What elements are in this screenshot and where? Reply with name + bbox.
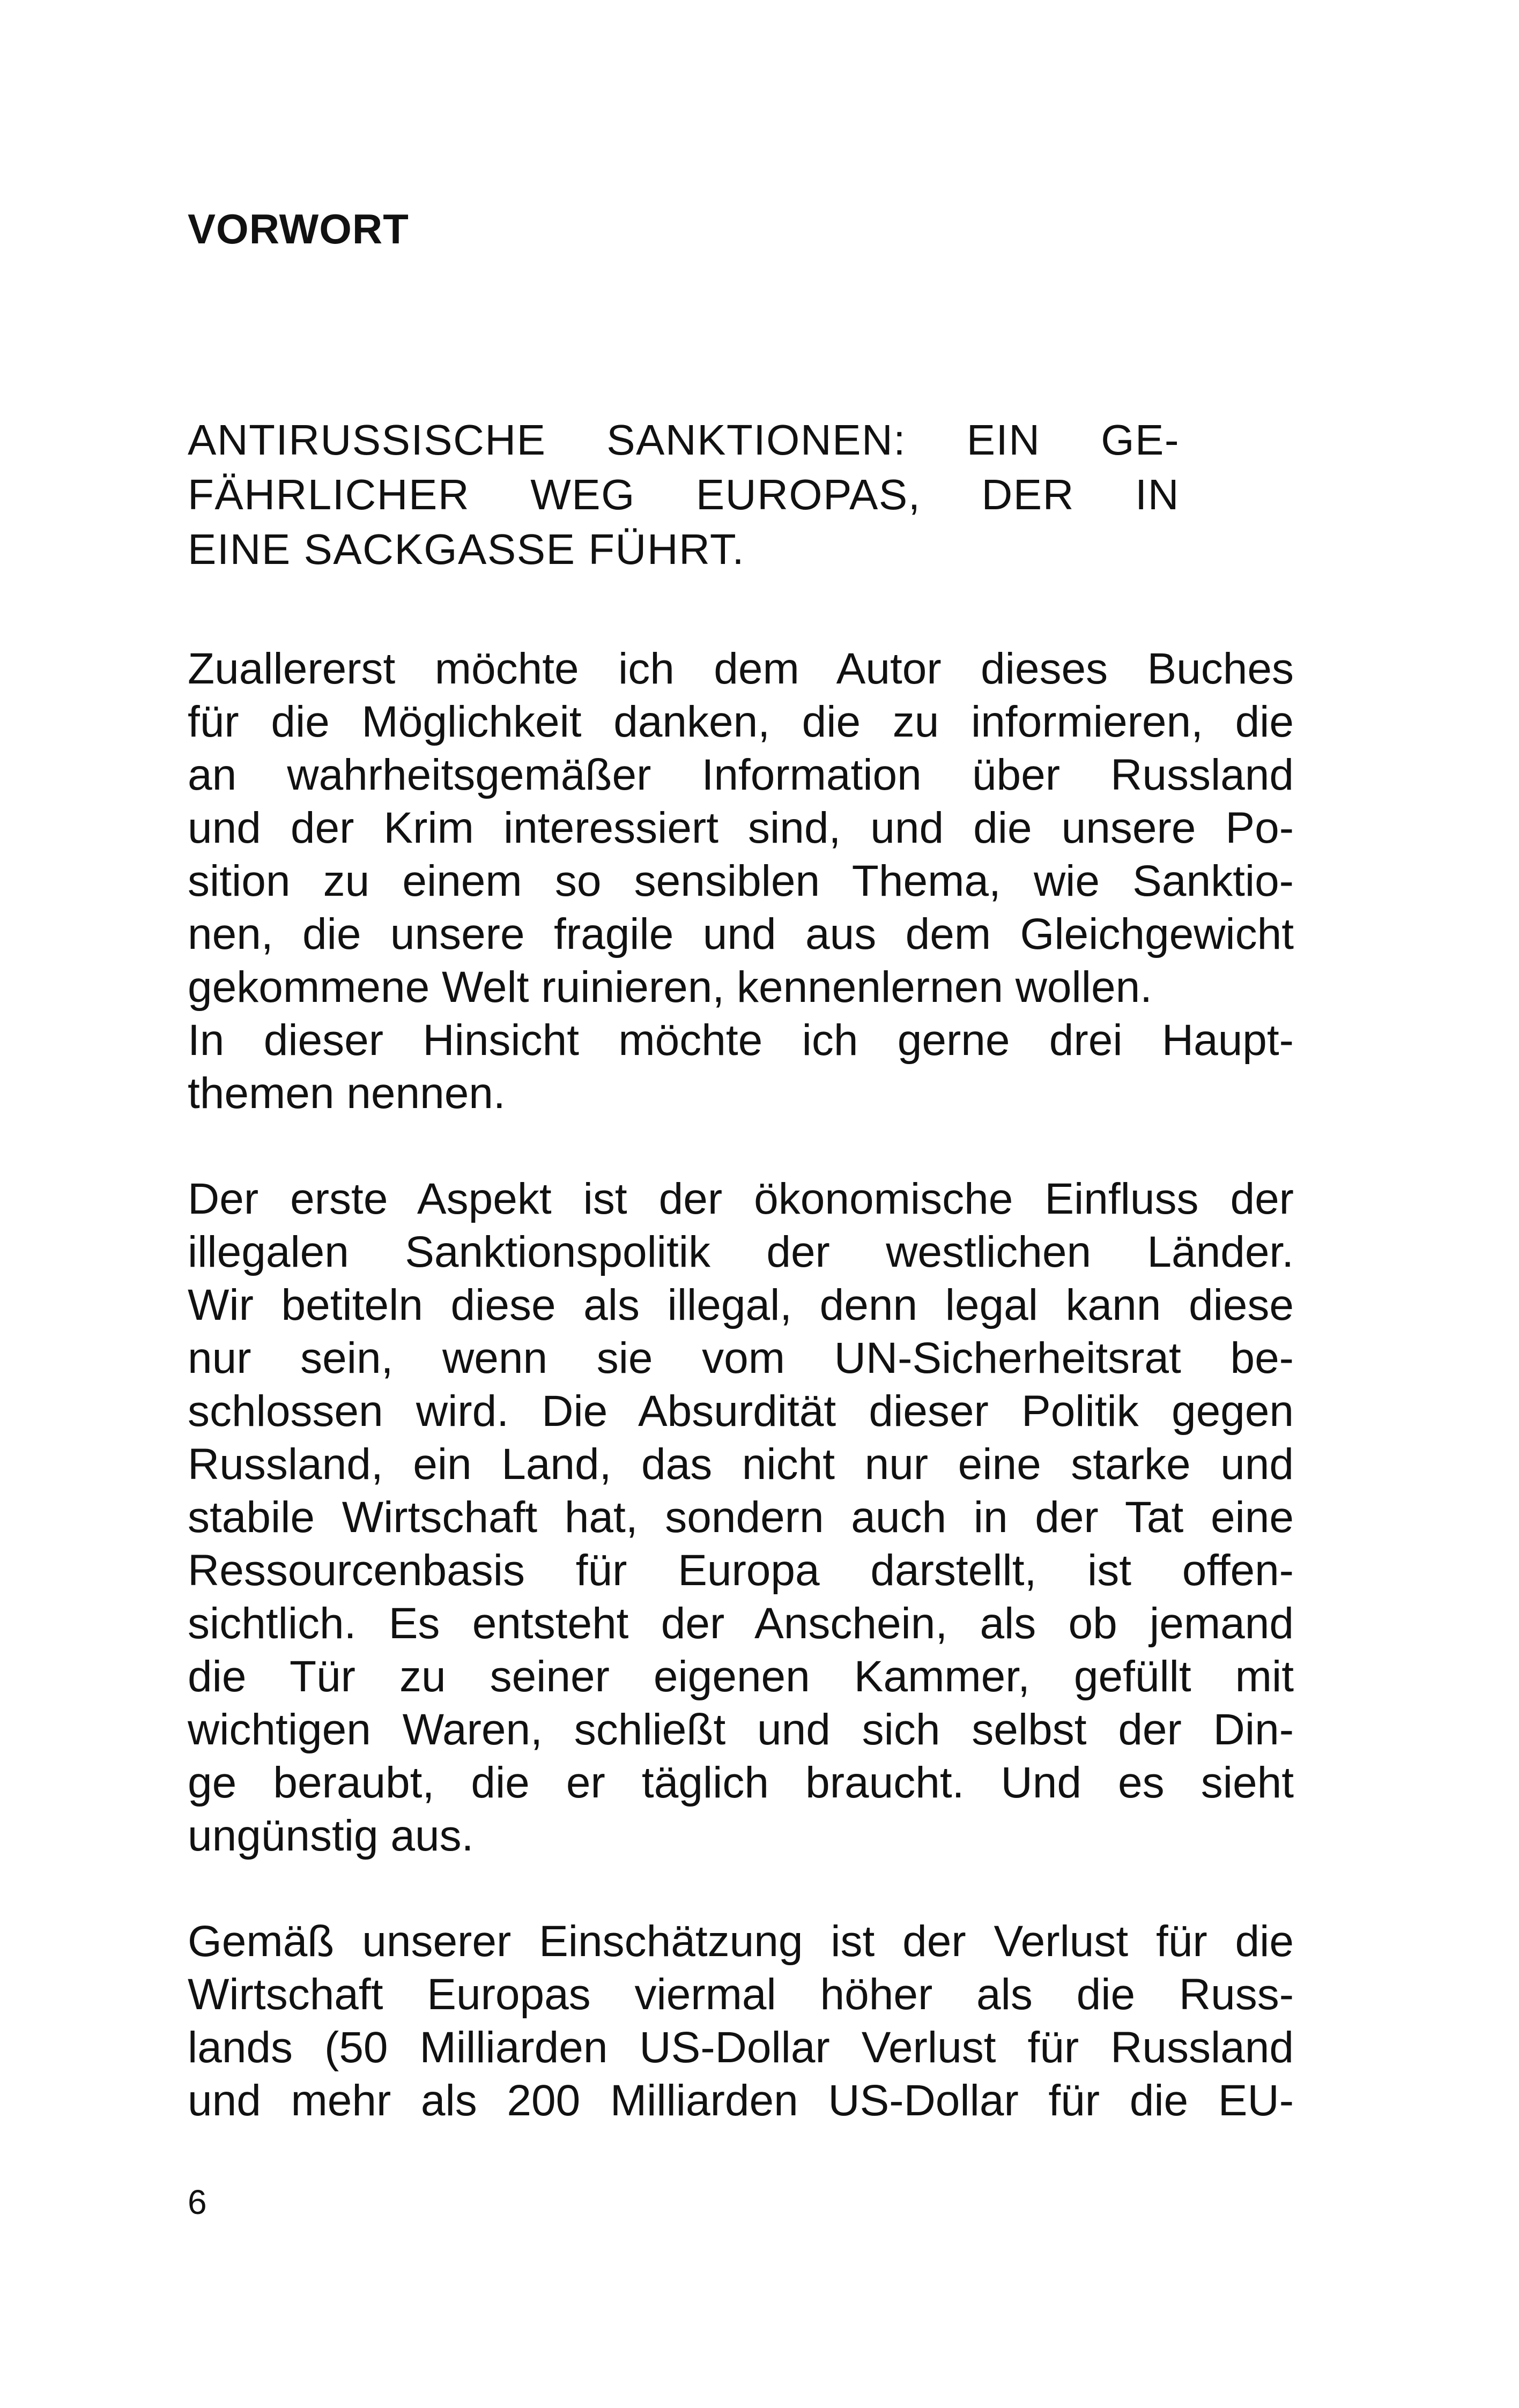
text-line: themen nennen.	[188, 1069, 506, 1118]
section-title-line: ANTIRUSSISCHE SANKTIONEN: EIN GE-	[188, 416, 1180, 464]
section-title-line: FÄHRLICHER WEG EUROPAS, DER IN	[188, 471, 1180, 518]
text-line: Wirtschaft Europas viermal höher als die Russ-	[188, 1970, 1294, 2019]
text-line: nur sein, wenn sie vom UN-Sicherheitsrat be-	[188, 1334, 1294, 1383]
paragraph-economic-aspect	[188, 1172, 1294, 1862]
text-line: nen, die unsere fragile und aus dem Gleichgewicht	[188, 910, 1294, 958]
page-number: 6	[188, 2183, 207, 2221]
text-line: Russland, ein Land, das nicht nur eine starke und	[188, 1440, 1294, 1489]
text-line: In dieser Hinsicht möchte ich gerne drei Haupt-	[188, 1016, 1294, 1065]
text-line: lands (50 Milliarden US-Dollar Verlust für Russland	[188, 2023, 1294, 2072]
paragraph-loss-estimate	[188, 1915, 1294, 2127]
text-line: Wir betiteln diese als illegal, denn legal kann diese	[188, 1281, 1294, 1329]
text-line: ungünstig aus.	[188, 1811, 474, 1860]
text-line: illegalen Sanktionspolitik der westlichen Länder.	[188, 1228, 1294, 1276]
text-line: gekommene Welt ruinieren, kennenlernen wollen.	[188, 963, 1152, 1012]
paragraph-intro	[188, 642, 1294, 1120]
text-line: stabile Wirtschaft hat, sondern auch in der Tat eine	[188, 1493, 1294, 1542]
text-line: wichtigen Waren, schließt und sich selbst der Din-	[188, 1705, 1294, 1754]
text-line: Gemäß unserer Einschätzung ist der Verlust für die	[188, 1917, 1294, 1966]
text-line: ge beraubt, die er täglich braucht. Und es sieht	[188, 1758, 1294, 1807]
text-line: sichtlich. Es entsteht der Anschein, als ob jemand	[188, 1599, 1294, 1648]
text-line: schlossen wird. Die Absurdität dieser Politik gegen	[188, 1387, 1294, 1436]
section-title	[188, 413, 1180, 577]
section-title-line: EINE SACKGASSE FÜHRT.	[188, 525, 745, 573]
text-line: die Tür zu seiner eigenen Kammer, gefüllt mit	[188, 1652, 1294, 1701]
text-line: an wahrheitsgemäßer Information über Russland	[188, 750, 1294, 799]
text-line: und mehr als 200 Milliarden US-Dollar für die EU-	[188, 2076, 1294, 2125]
text-line: Der erste Aspekt ist der ökonomische Einfluss der	[188, 1175, 1294, 1223]
chapter-heading: VORWORT	[188, 205, 409, 252]
text-line: Zuallererst möchte ich dem Autor dieses Buches	[188, 644, 1294, 693]
text-line: sition zu einem so sensiblen Thema, wie Sanktio-	[188, 857, 1294, 905]
text-line: für die Möglichkeit danken, die zu informieren, die	[188, 697, 1294, 746]
text-line: und der Krim interessiert sind, und die unsere Po-	[188, 804, 1294, 852]
text-line: Ressourcenbasis für Europa darstellt, ist offen-	[188, 1546, 1294, 1595]
